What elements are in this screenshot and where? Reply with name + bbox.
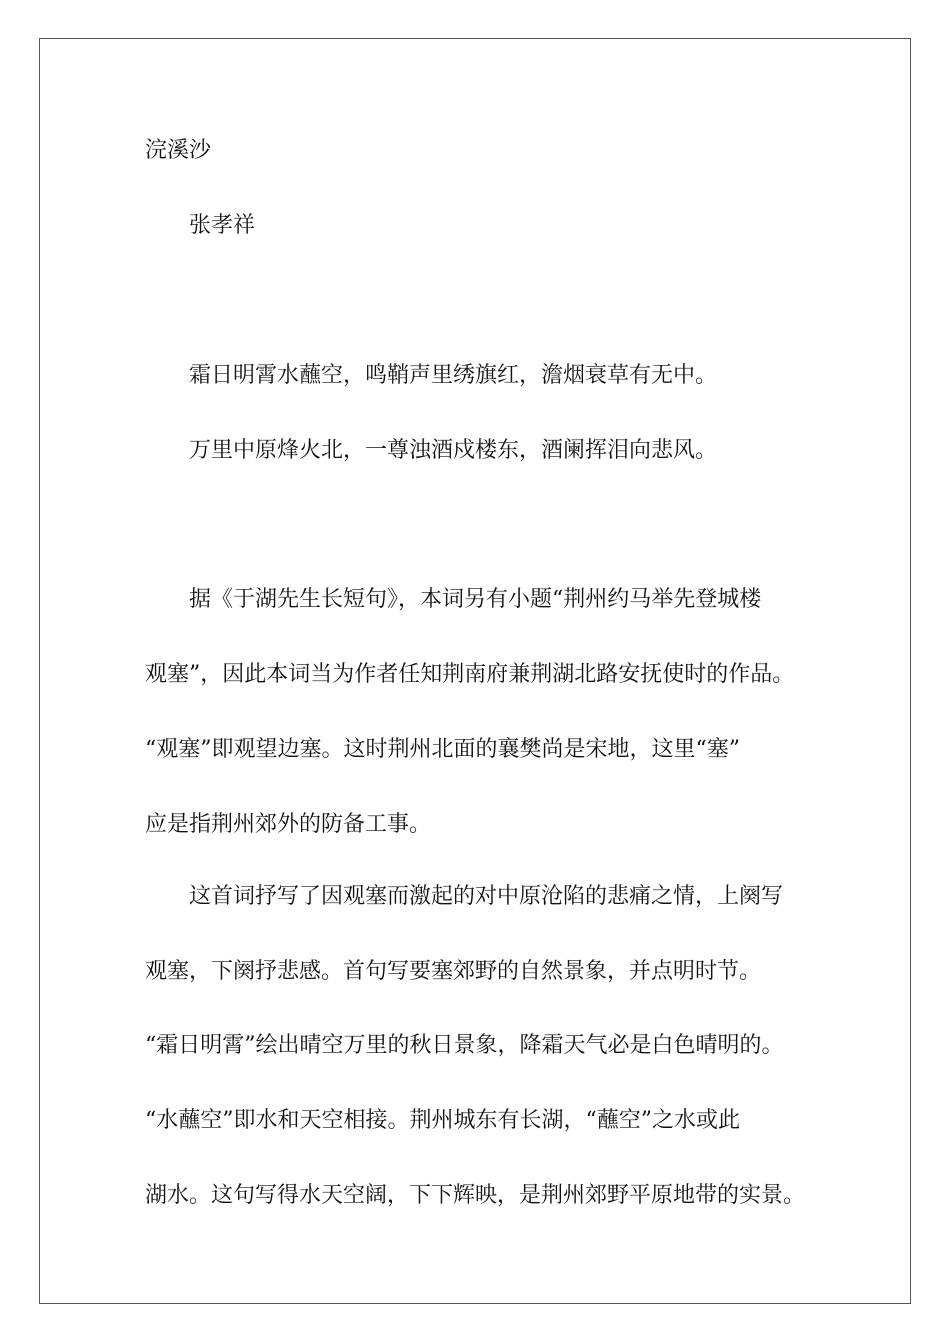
commentary-p1-line-3: “观塞”即观望边塞。这时荆州北面的襄樊尚是宋地，这里“塞” [145, 737, 740, 762]
commentary-p1-line-4: 应是指荆州郊外的防备工事。 [145, 812, 432, 837]
commentary-p2-line-5: 湖水。这句写得水天空阔，下下辉映，是荆州郊野平原地带的实景。 [145, 1183, 806, 1208]
commentary-p2-line-2: 观塞，下阕抒悲感。首句写要塞郊野的自然景象，并点明时节。 [145, 959, 762, 984]
commentary-p2-line-4: “水蘸空”即水和天空相接。荆州城东有长湖，“蘸空”之水或此 [145, 1108, 740, 1133]
commentary-p2-line-1: 这首词抒写了因观塞而激起的对中原沧陷的悲痛之情，上阕写 [189, 884, 784, 909]
poem-line-2: 万里中原烽火北，一尊浊酒戍楼东，酒阑挥泪向悲风。 [189, 438, 718, 463]
commentary-p1-line-1: 据《于湖先生长短句》，本词另有小题“荆州约马举先登城楼 [189, 587, 762, 612]
document-title: 浣溪沙 [145, 138, 212, 163]
commentary-p2-line-3: “霜日明霄”绘出晴空万里的秋日景象，降霜天气必是白色晴明的。 [145, 1033, 784, 1058]
commentary-p1-line-2: 观塞”，因此本词当为作者任知荆南府兼荆湖北路安抚使时的作品。 [145, 662, 795, 687]
poem-line-1: 霜日明霄水蘸空，鸣鞘声里绣旗红，澹烟衰草有无中。 [189, 363, 718, 388]
author-name: 张孝祥 [189, 213, 256, 238]
